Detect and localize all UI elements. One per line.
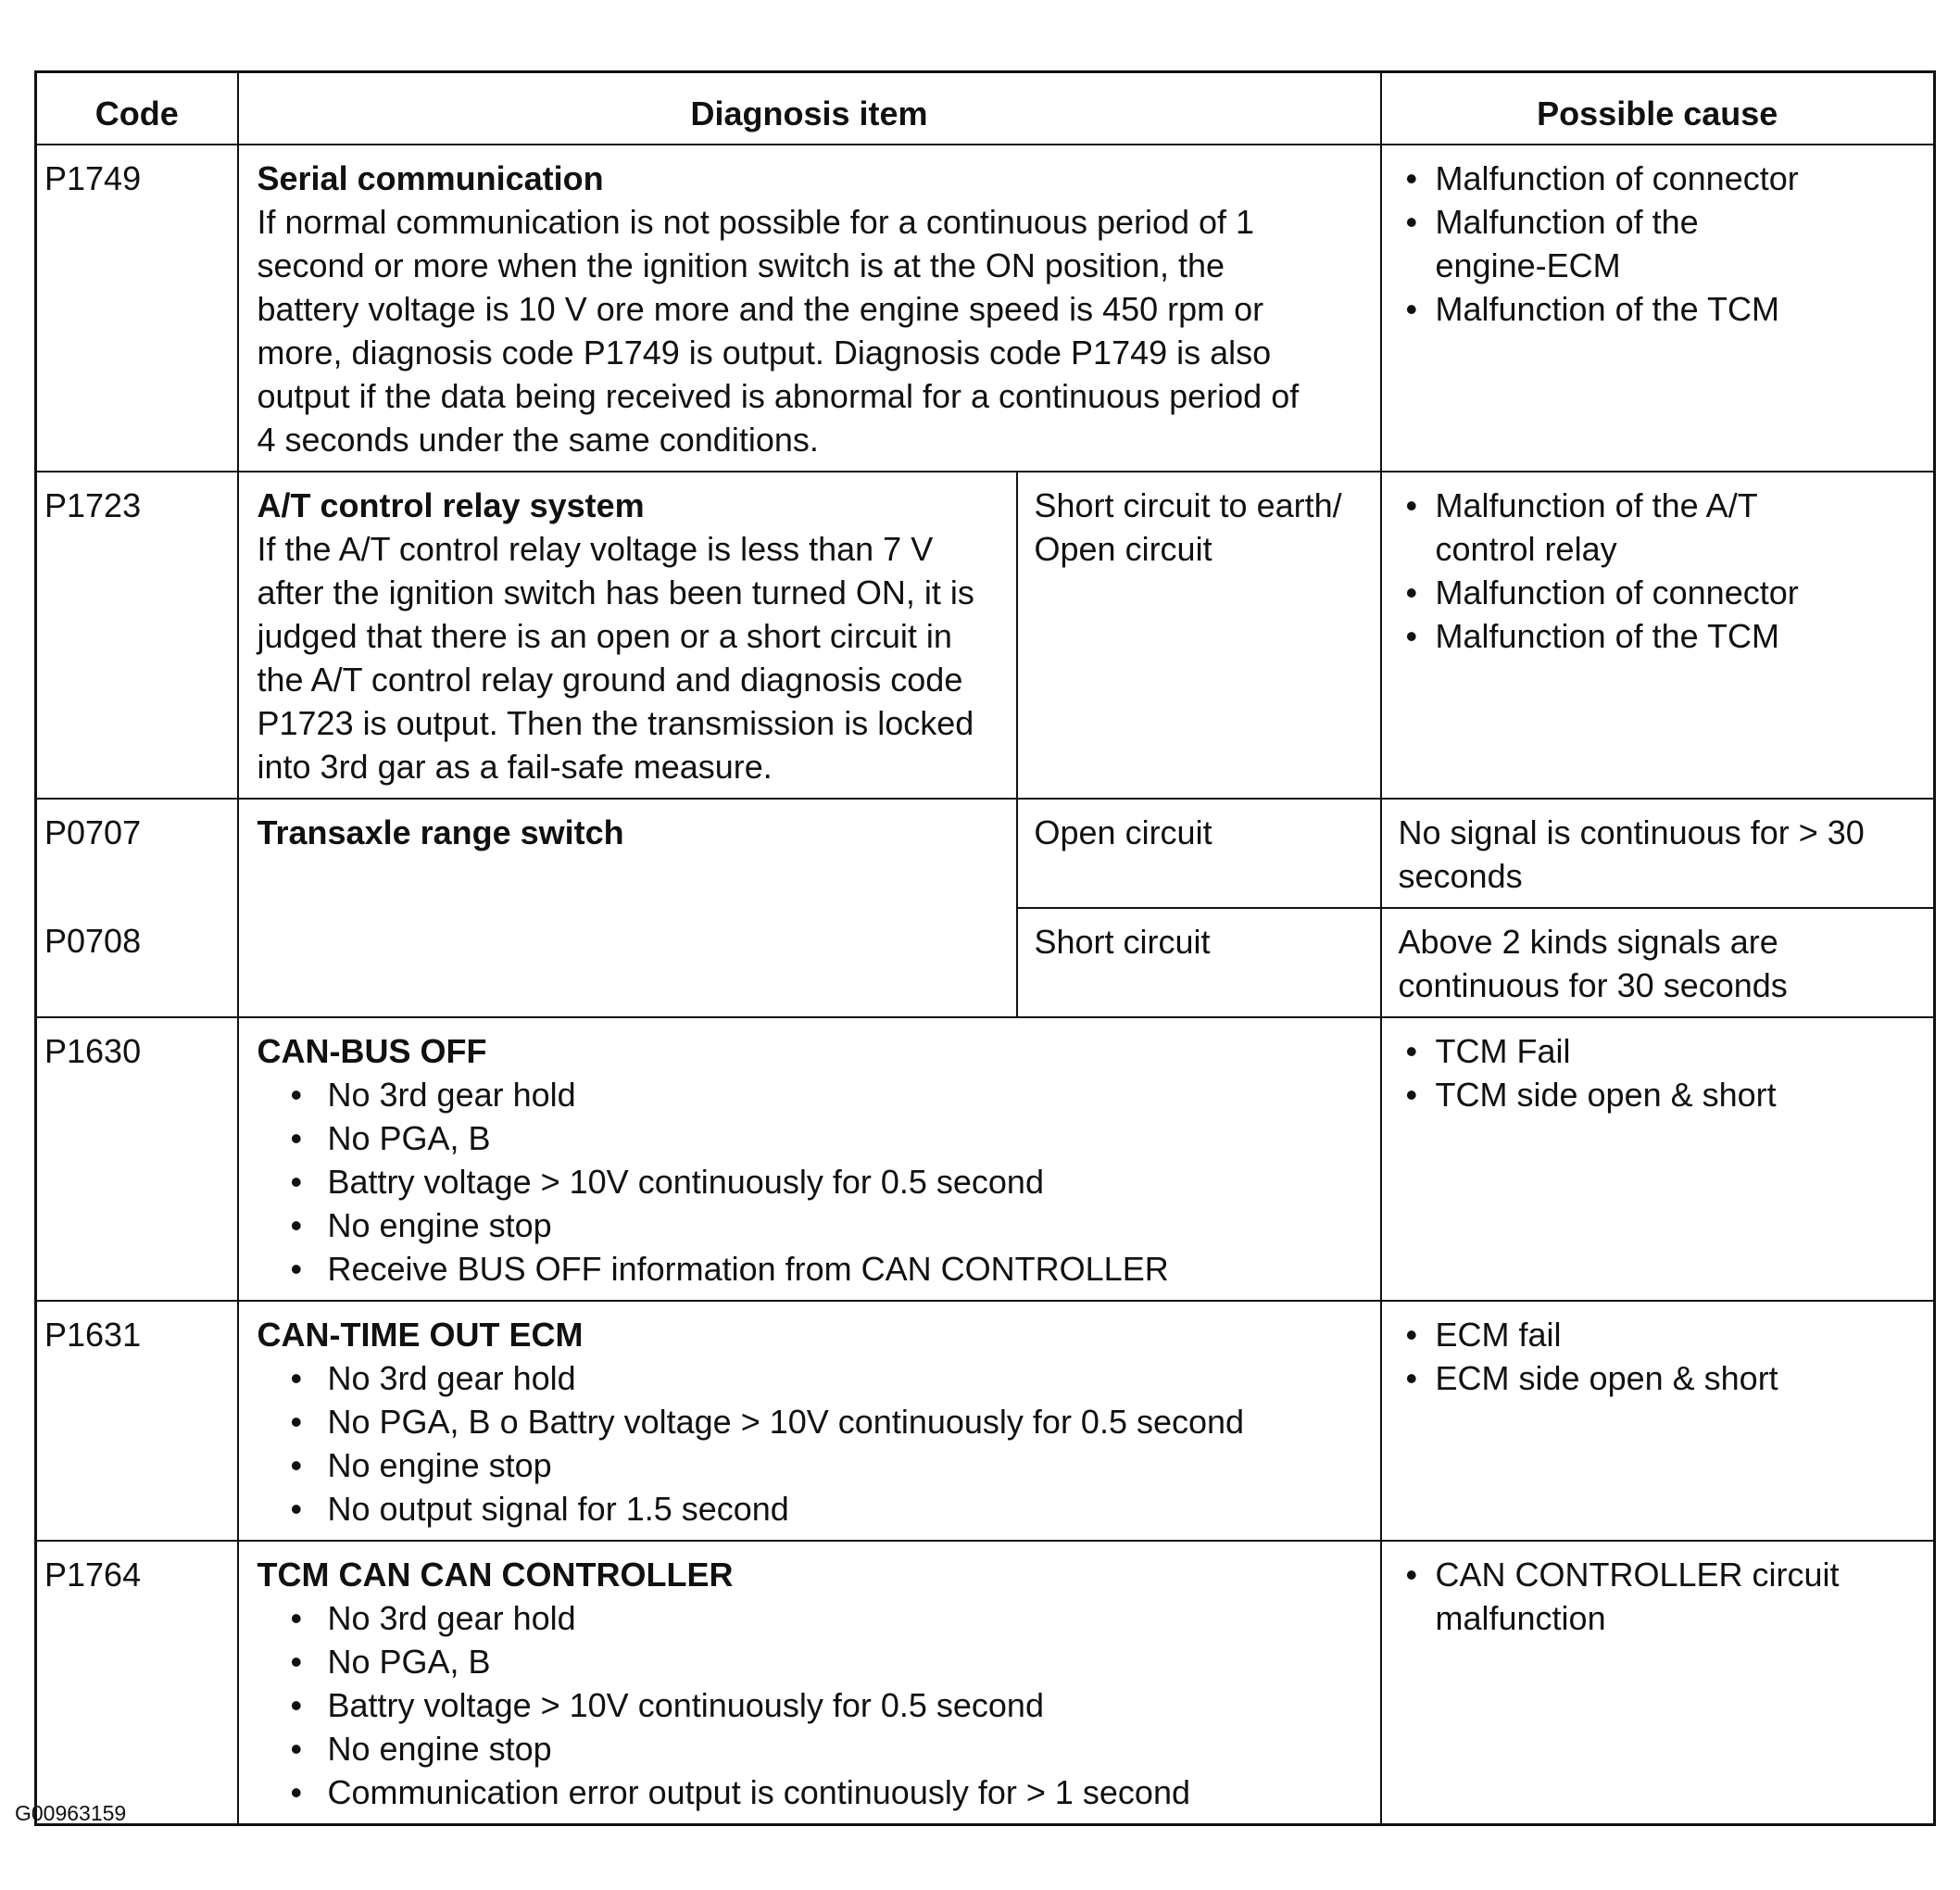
diagnosis-cell <box>238 799 1017 1017</box>
cause-item: • ECM side open & short <box>1399 1356 1923 1400</box>
cause-cell <box>1381 1017 1935 1301</box>
condition-item: • No 3rd gear hold <box>258 1073 1369 1116</box>
condition-item: • Battry voltage > 10V continuously for 0.5 second <box>258 1160 1369 1203</box>
cause-item: • Malfunction of the A/T control relay <box>1399 484 1843 571</box>
table-row <box>36 799 1935 908</box>
cause-item: • Malfunction of the TCM <box>1399 287 1923 331</box>
cause-cell <box>1381 472 1935 799</box>
item-title: Serial communication <box>257 159 604 197</box>
condition-item: • No 3rd gear hold <box>258 1596 1369 1640</box>
diagnosis-cell <box>238 145 1381 472</box>
header-code: Code <box>36 72 238 145</box>
figure-id: G00963159 <box>15 1801 127 1825</box>
condition-cell: Short circuit to earth/ Open circuit <box>1017 472 1381 799</box>
cause-item: • Malfunction of connector <box>1399 157 1923 200</box>
condition-item: • No PGA, B o Battry voltage > 10V continuously for 0.5 second <box>258 1400 1369 1443</box>
diagnosis-cell <box>238 1541 1381 1825</box>
cause-cell: No signal is continuous for > 30 seconds <box>1381 799 1935 908</box>
item-title: CAN-TIME OUT ECM <box>257 1316 584 1354</box>
code-cell: P1764 <box>36 1541 238 1825</box>
cause-item: • Malfunction of the TCM <box>1399 614 1923 658</box>
cause-item: • TCM side open & short <box>1399 1073 1923 1116</box>
table-row <box>36 145 1935 472</box>
condition-item: • No engine stop <box>258 1727 1369 1770</box>
item-description: If normal communication is not possible for a continuous period of 1 second or more when the ignition switch is at the ON position, the battery voltage is 10 V ore more and the engine speed is 450 rpm or more, diagnosis code P1749 is output. Diagnosis code P1749 is also output if the data being received is abnormal for a continuous period of 4 seconds under the same conditions. <box>257 203 1300 459</box>
diagnosis-cell <box>238 1301 1381 1541</box>
item-title: CAN-BUS OFF <box>257 1032 487 1070</box>
condition-item: • Communication error output is continuously for > 1 second <box>258 1770 1369 1814</box>
code-cell: P1630 <box>36 1017 238 1301</box>
cause-item: • TCM Fail <box>1399 1029 1923 1073</box>
cause-item: • Malfunction of the engine-ECM <box>1399 200 1769 287</box>
item-title: TCM CAN CAN CONTROLLER <box>257 1556 734 1594</box>
code-cell: P0708 <box>36 908 238 1017</box>
cause-cell <box>1381 1301 1935 1541</box>
header-diagnosis-item: Diagnosis item <box>238 72 1381 145</box>
item-title: A/T control relay system <box>257 486 645 524</box>
condition-cell: Open circuit <box>1017 799 1381 908</box>
item-description: If the A/T control relay voltage is less than 7 V after the ignition switch has been turned ON, it is judged that there is an open or a short circuit in the A/T control relay ground and diagnosis code P1723 is output. Then the transmission is locked into 3rd gar as a fail-safe measure. <box>257 530 974 786</box>
condition-item: • No engine stop <box>258 1443 1369 1487</box>
item-title: Transaxle range switch <box>257 813 624 851</box>
header-row <box>36 72 1935 145</box>
code-cell: P0707 <box>36 799 238 908</box>
condition-cell: Short circuit <box>1017 908 1381 1017</box>
diagnosis-cell <box>238 472 1017 799</box>
cause-cell <box>1381 1541 1935 1825</box>
condition-item: • No output signal for 1.5 second <box>258 1487 1369 1531</box>
diagnosis-table <box>34 70 1936 1826</box>
condition-item: • Battry voltage > 10V continuously for 0.5 second <box>258 1683 1369 1727</box>
cause-item: • ECM fail <box>1399 1313 1923 1356</box>
condition-item: • Receive BUS OFF information from CAN CONTROLLER <box>258 1247 1369 1291</box>
header-possible-cause: Possible cause <box>1381 72 1935 145</box>
table-row <box>36 1017 1935 1301</box>
cause-cell: Above 2 kinds signals are continuous for 30 seconds <box>1381 908 1935 1017</box>
table-row <box>36 1541 1935 1825</box>
table-row <box>36 472 1935 799</box>
cause-item: • CAN CONTROLLER circuit malfunction <box>1399 1553 1923 1640</box>
diagnosis-cell <box>238 1017 1381 1301</box>
condition-item: • No 3rd gear hold <box>258 1356 1369 1400</box>
table-row <box>36 1301 1935 1541</box>
cause-cell <box>1381 145 1935 472</box>
condition-item: • No PGA, B <box>258 1116 1369 1160</box>
code-cell: P1631 <box>36 1301 238 1541</box>
cause-item: • Malfunction of connector <box>1399 571 1923 614</box>
code-cell: P1749 <box>36 145 238 472</box>
code-cell: P1723 <box>36 472 238 799</box>
condition-item: • No engine stop <box>258 1203 1369 1247</box>
condition-item: • No PGA, B <box>258 1640 1369 1683</box>
